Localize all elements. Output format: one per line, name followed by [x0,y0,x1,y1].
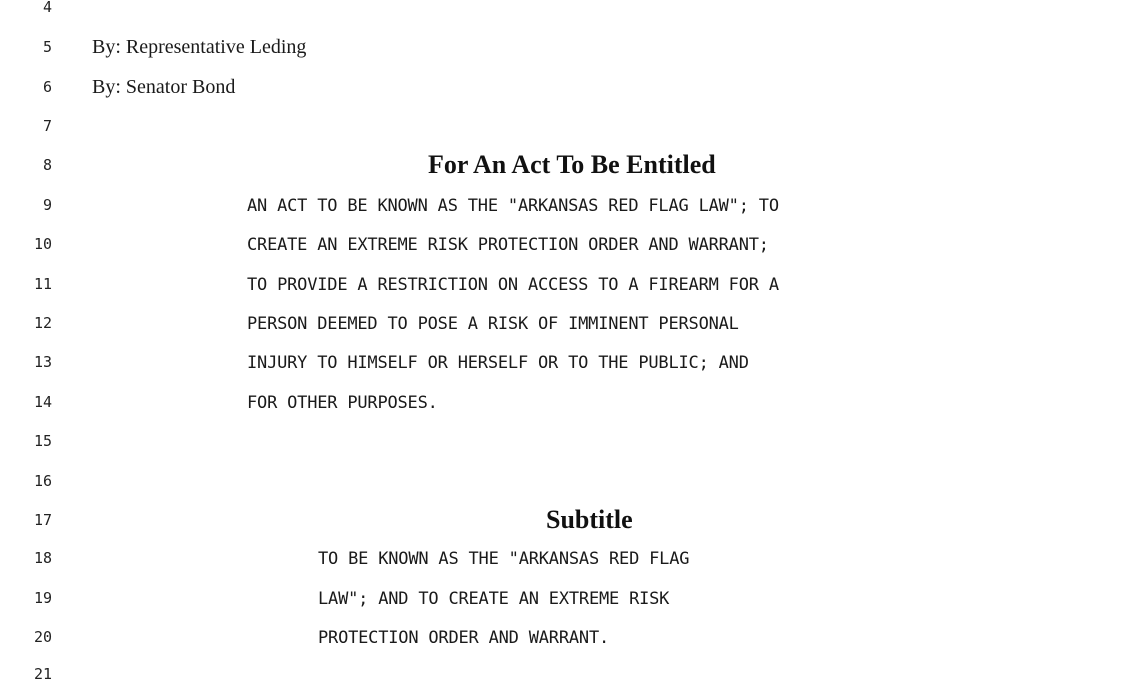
line-number: 4 [42,0,52,16]
line-number: 11 [33,275,52,293]
line-number: 18 [33,549,52,567]
line-number: 19 [33,589,52,607]
line-number: 7 [42,117,52,135]
line-number: 9 [42,196,52,214]
line-18 [0,539,1125,579]
subtitle-line: PROTECTION ORDER AND WARRANT. [318,628,610,648]
line-9 [0,186,1125,226]
line-20 [0,618,1125,658]
line-number: 21 [33,665,52,683]
line-15 [0,422,1125,462]
subtitle-line: LAW"; AND TO CREATE AN EXTREME RISK [318,589,670,609]
line-13 [0,343,1125,383]
line-10 [0,225,1125,265]
sponsor-senator: By: Senator Bond [92,76,236,98]
line-14 [0,383,1125,423]
line-19 [0,579,1125,619]
line-number: 12 [33,314,52,332]
line-16 [0,462,1125,502]
act-heading: For An Act To Be Entitled [428,150,716,179]
line-number: 15 [33,432,52,450]
line-6 [0,68,1125,108]
line-number: 14 [33,393,52,411]
line-17 [0,501,1125,541]
line-4 [0,0,1125,28]
act-title-line: PERSON DEEMED TO POSE A RISK OF IMMINENT PERSONAL [247,314,739,334]
line-number: 10 [33,235,52,253]
act-title-line: AN ACT TO BE KNOWN AS THE "ARKANSAS RED FLAG LAW"; TO [247,196,779,216]
line-21 [0,655,1125,695]
act-title-line: FOR OTHER PURPOSES. [247,393,438,413]
line-number: 8 [42,156,52,174]
line-number: 5 [42,38,52,56]
line-8 [0,146,1125,186]
act-title-line: INJURY TO HIMSELF OR HERSELF OR TO THE PUBLIC; AND [247,353,749,373]
line-5 [0,28,1125,68]
line-number: 20 [33,628,52,646]
subtitle-heading: Subtitle [546,505,633,534]
line-11 [0,265,1125,305]
line-number: 16 [33,472,52,490]
sponsor-representative: By: Representative Leding [92,36,307,58]
line-number: 13 [33,353,52,371]
act-title-line: TO PROVIDE A RESTRICTION ON ACCESS TO A FIREARM FOR A [247,275,779,295]
line-12 [0,304,1125,344]
line-number: 6 [42,78,52,96]
line-7 [0,107,1125,147]
act-title-line: CREATE AN EXTREME RISK PROTECTION ORDER AND WARRANT; [247,235,769,255]
subtitle-line: TO BE KNOWN AS THE "ARKANSAS RED FLAG [318,549,690,569]
line-number: 17 [33,511,52,529]
